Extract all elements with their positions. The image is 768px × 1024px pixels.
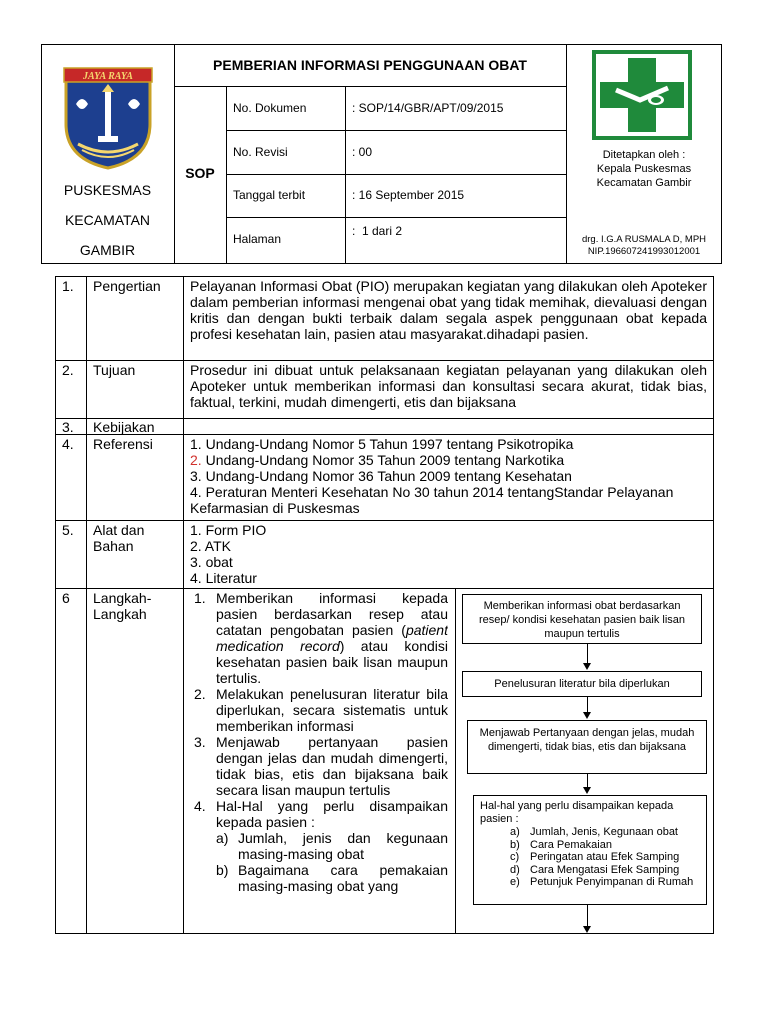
signer-block [566, 234, 722, 258]
step-number: 4. [194, 798, 206, 814]
substep-item [216, 862, 448, 894]
row-title: Pengertian [93, 278, 161, 294]
flowchart-box: Penelusuran literatur bila diperlukan [462, 671, 702, 697]
row-title [93, 522, 144, 554]
reference-number: 4. [190, 484, 202, 500]
org-name-line: GAMBIR [79, 242, 136, 258]
approval-line: Ditetapkan oleh : [602, 149, 686, 161]
reference-item [190, 452, 707, 468]
purpose-text: Prosedur ini dibuat untuk pelaksanaan kegiatan pelayanan yang dilakukan oleh Apoteker untuk memberikan informasi dan konsultasi secara akurat, tidak bias, faktual, terkini, mudah dimengerti, etis dan bijaksana [190, 362, 707, 410]
flowchart-list-text: Cara Pemakaian [530, 838, 612, 851]
reference-list [190, 436, 707, 516]
row-title: Tujuan [93, 362, 136, 378]
flowchart-arrow [587, 905, 588, 927]
substep-number: b) [216, 862, 229, 878]
flowchart-list-number: c) [510, 851, 520, 863]
substep-item [216, 830, 448, 862]
signer-name: drg. I.G.A RUSMALA D, MPH [581, 234, 707, 245]
row-title: Kebijakan [93, 419, 155, 435]
flowchart-list [480, 826, 700, 889]
reference-number: 2. [190, 452, 202, 468]
step-item [194, 734, 448, 798]
equipment-item: 4. Literatur [190, 570, 257, 586]
reference-number: 1. [190, 436, 202, 452]
reference-item [190, 484, 707, 516]
flowchart-list-item [510, 826, 700, 839]
header-divider [226, 86, 227, 264]
field-label-no-revisi: No. Revisi [233, 145, 288, 159]
row-title [93, 590, 151, 622]
reference-text: Peraturan Menteri Kesehatan No 30 tahun 2014 tentangStandar Pelayanan Kefarmasian di Puskesmas [190, 484, 678, 516]
step-item [194, 798, 448, 894]
step-text: Memberikan informasi kepada pasien berdasarkan resep atau catatan pengobatan pasien ( [216, 590, 448, 638]
jakarta-emblem-icon [58, 64, 158, 172]
field-value-no-dokumen: : SOP/14/GBR/APT/09/2015 [352, 101, 504, 115]
step-number: 1. [194, 590, 206, 606]
reference-item [190, 468, 707, 484]
header-divider [174, 44, 175, 264]
flowchart-box: Memberikan informasi obat berdasarkan resep/ kondisi kesehatan pasien baik lisan maupun tertulis [462, 594, 702, 644]
flowchart-list-number: e) [510, 876, 520, 888]
flowchart-arrow-head [583, 787, 591, 794]
flowchart-list-number: a) [510, 826, 520, 838]
row-title-line: Langkah- [93, 590, 152, 606]
flowchart-list-number: b) [510, 838, 520, 851]
flowchart-box: Menjawab Pertanyaan dengan jelas, mudah dimengerti, tidak bias, etis dan bijaksana [467, 720, 707, 774]
table-divider [55, 360, 714, 361]
approval-line: Kecamatan Gambir [596, 177, 692, 189]
row-number: 6 [62, 590, 70, 606]
sop-label: SOP [185, 165, 215, 181]
puskesmas-cross-icon [592, 50, 692, 140]
flowchart-box-list [473, 795, 707, 905]
field-label-tanggal-terbit: Tanggal terbit [233, 188, 306, 202]
reference-number: 3. [190, 468, 202, 484]
steps-list [194, 590, 448, 930]
flowchart-list-text: Peringatan atau Efek Samping [530, 851, 680, 863]
step-number: 2. [194, 686, 206, 702]
row-number: 5. [62, 522, 74, 538]
field-label-no-dokumen: No. Dokumen [233, 101, 307, 115]
row-title-line: Bahan [93, 538, 134, 554]
flowchart-list-text: Cara Mengatasi Efek Samping [530, 863, 680, 876]
step-text: Menjawab pertanyaan pasien dengan jelas dan mudah dimengerti, tidak bias, etis dan bijaksana baik secara lisan maupun tertulis [216, 734, 448, 798]
flowchart-list-item [510, 851, 700, 864]
table-divider [86, 276, 87, 934]
step-item [194, 686, 448, 734]
row-number: 2. [62, 362, 74, 378]
approval-line: Kepala Puskesmas [596, 163, 692, 175]
flowchart-list-title: Hal-hal yang perlu disampaikan kepada pasien : [480, 800, 674, 825]
equipment-item: 1. Form PIO [190, 522, 267, 538]
header-divider [226, 130, 566, 131]
flowchart-list-text: Jumlah, Jenis, Kegunaan obat [530, 826, 678, 838]
table-divider [55, 520, 714, 521]
substep-text: Bagaimana cara pemakaian masing-masing obat yang [238, 862, 448, 894]
header-divider [345, 86, 346, 264]
emblem-banner-text: JAYA RAYA [83, 71, 133, 82]
flowchart-list-item [510, 876, 700, 889]
org-name-line: KECAMATAN [64, 212, 151, 228]
row-title: Referensi [93, 436, 153, 452]
reference-text: Undang-Undang Nomor 5 Tahun 1997 tentang Psikotropika [201, 436, 574, 452]
reference-item [190, 436, 707, 452]
document-title: PEMBERIAN INFORMASI PENGGUNAAN OBAT [213, 57, 527, 73]
equipment-list [190, 522, 266, 586]
equipment-item: 3. obat [190, 554, 233, 570]
signer-nip: NIP.196607241993012001 [587, 246, 701, 257]
row-title-line: Langkah [93, 606, 147, 622]
header-divider [226, 217, 566, 218]
flowchart-arrow-head [583, 663, 591, 670]
substep-number: a) [216, 830, 229, 846]
step-text-italic: patient medication record [216, 622, 448, 654]
org-name-line: PUSKESMAS [63, 182, 152, 198]
row-number: 1. [62, 278, 74, 294]
definition-text: Pelayanan Informasi Obat (PIO) merupakan kegiatan yang dilakukan oleh Apoteker dalam pemberian informasi mengenai obat yang tidak memihak, dievaluasi dengan kritis dan dengan bukti terbaik dalam segala aspek penggunaan obat kepada profesi kesehatan lain, pasien atau masyarakat.dihadapi pasien. [190, 278, 707, 342]
flowchart-arrow [587, 697, 588, 713]
header-divider [174, 86, 566, 87]
flowchart-list-text: Petunjuk Penyimpanan di Rumah [530, 876, 694, 888]
reference-text: Undang-Undang Nomor 35 Tahun 2009 tentang Narkotika [201, 452, 565, 468]
approval-block [566, 148, 722, 190]
flowchart-arrow-head [583, 712, 591, 719]
row-number: 4. [62, 436, 74, 452]
org-name [41, 175, 174, 265]
table-divider [55, 588, 714, 589]
flowchart-arrow [587, 644, 588, 664]
reference-text: Undang-Undang Nomor 36 Tahun 2009 tentang Kesehatan [201, 468, 572, 484]
field-value-halaman: : 1 dari 2 [352, 224, 403, 238]
step-text: ) atau kondisi kesehatan pasien baik lisan maupun tertulis. [216, 638, 448, 686]
step-number: 3. [194, 734, 206, 750]
equipment-item: 2. ATK [190, 538, 231, 554]
row-title-line: Alat dan [93, 522, 145, 538]
flowchart-list-item [510, 864, 700, 877]
flowchart-list-item [510, 839, 700, 852]
substep-text: Jumlah, jenis dan kegunaan masing-masing obat [238, 830, 448, 862]
table-divider [183, 276, 184, 934]
header-divider [226, 174, 566, 175]
flowchart-arrow [587, 774, 588, 788]
row-number: 3. [62, 419, 74, 435]
field-value-no-revisi: : 00 [352, 145, 373, 159]
step-text: Melakukan penelusuran literatur bila diperlukan, secara sistematis untuk memberikan informasi [216, 686, 448, 734]
step-text: Hal-Hal yang perlu disampaikan kepada pasien : [216, 798, 448, 830]
flowchart-arrow-head [583, 926, 591, 933]
field-label-halaman: Halaman [233, 232, 282, 246]
step-item [194, 590, 448, 686]
field-value-tanggal-terbit: : 16 September 2015 [352, 188, 465, 202]
flowchart-list-number: d) [510, 863, 520, 876]
table-divider [455, 588, 456, 934]
